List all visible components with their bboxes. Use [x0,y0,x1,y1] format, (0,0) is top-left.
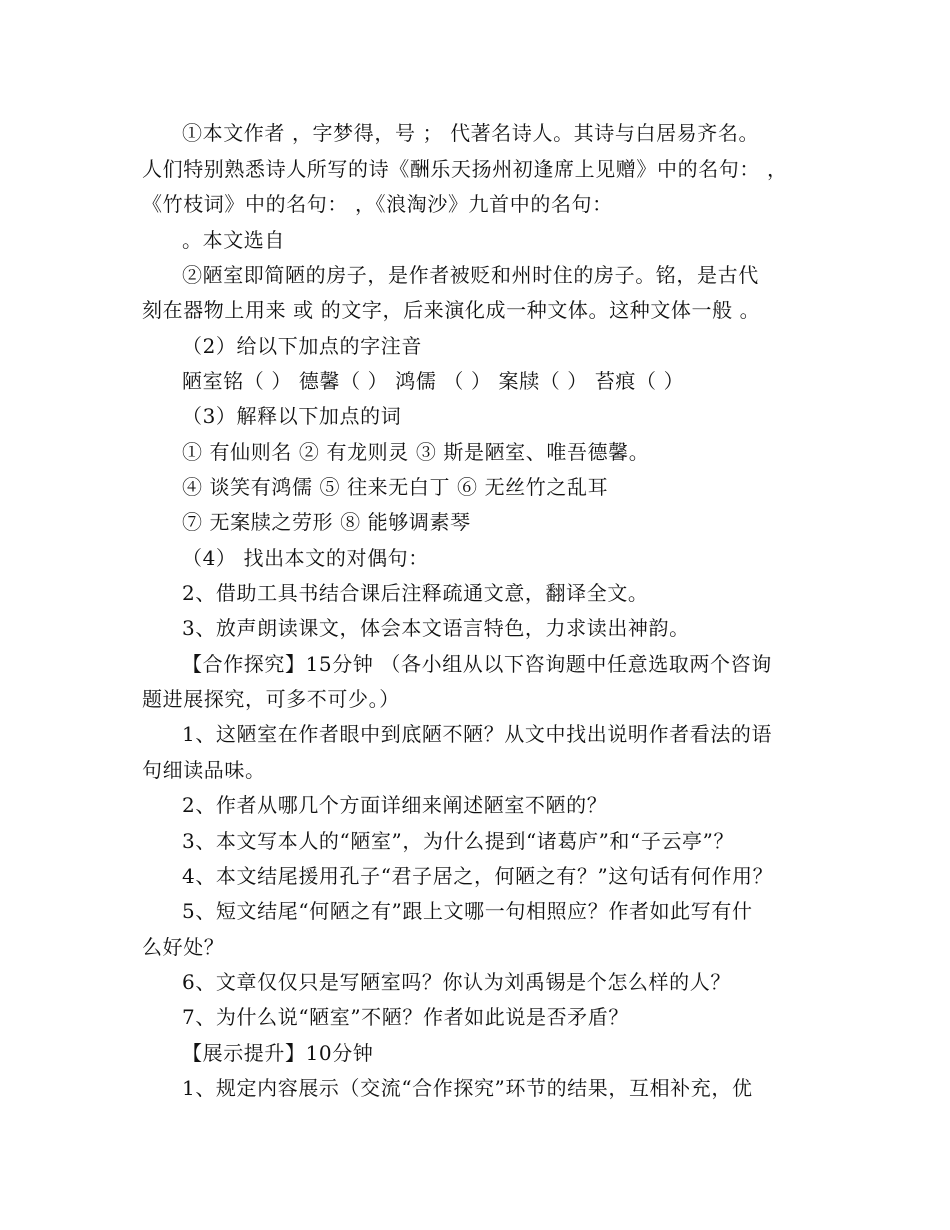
text-line-21: 3、本文写本人的“陋室”，为什么提到“诸葛庐”和“子云亭”？ [182,829,735,853]
text-line-11: ④ 谈笑有鸿儒 ⑤ 往来无白丁 ⑥ 无丝竹之乱耳 [182,475,609,499]
text-line-12: ⑦ 无案牍之劳形 ⑧ 能够调素琴 [182,510,471,534]
text-line-24: 么好处？ [142,935,225,959]
text-line-23: 5、短文结尾“何陋之有”跟上文哪一句相照应？作者如此写有什 [182,899,753,923]
text-line-20: 2、作者从哪几个方面详细来阐述陋室不陋的？ [182,793,608,817]
text-line-27: 【展示提升】10分钟 [182,1041,374,1065]
text-line-25: 6、文章仅仅只是写陋室吗？你认为刘禹锡是个怎么样的人？ [182,970,731,994]
text-line-10: ① 有仙则名 ② 有龙则灵 ③ 斯是陋室、唯吾德馨。 [182,440,650,464]
text-line-26: 7、为什么说“陋室”不陋？作者如此说是否矛盾？ [182,1005,629,1029]
text-line-18: 1、这陋室在作者眼中到底陋不陋？从文中找出说明作者看法的语 [182,722,773,746]
text-line-13: （4） 找出本文的对偶句： [182,546,429,570]
text-line-3: 《竹枝词》中的名句： ，《浪淘沙》九首中的名句： [142,192,613,216]
text-line-14: 2、借助工具书结合课后注释疏通文意，翻译全文。 [182,581,649,605]
text-line-22: 4、本文结尾援用孔子“君子居之，何陋之有？”这句话有何作用？ [182,864,774,888]
text-line-17: 题进展探究，可多不可少。） [142,687,400,711]
text-line-16: 【合作探究】15分钟 （各小组从以下咨询题中任意选取两个咨询 [182,652,772,676]
text-line-8: 陋室铭（ ） 德馨（ ） 鸿儒 （ ） 案牍（ ） 苔痕（ ） [182,369,685,393]
text-line-9: （3）解释以下加点的词 [182,404,402,428]
text-line-1: ①本文作者 ，字梦得，号 ； 代著名诗人。其诗与白居易齐名。 [182,121,760,145]
text-line-19: 句细读品味。 [142,758,266,782]
text-line-7: （2）给以下加点的字注音 [182,334,422,358]
text-line-4: 。本文选自 [182,228,285,252]
text-line-15: 3、放声朗读课文，体会本文语言特色，力求读出神韵。 [182,616,690,640]
text-line-28: 1、规定内容展示（交流“合作探究”环节的结果，互相补充，优 [182,1076,753,1100]
text-line-2: 人们特别熟悉诗人所写的诗《酬乐天扬州初逢席上见赠》中的名句： ， [142,157,788,181]
text-line-6: 刻在器物上用来 或 的文字，后来演化成一种文体。这种文体一般 。 [142,298,761,322]
text-line-5: ②陋室即简陋的房子，是作者被贬和州时住的房子。铭，是古代 [182,263,759,287]
